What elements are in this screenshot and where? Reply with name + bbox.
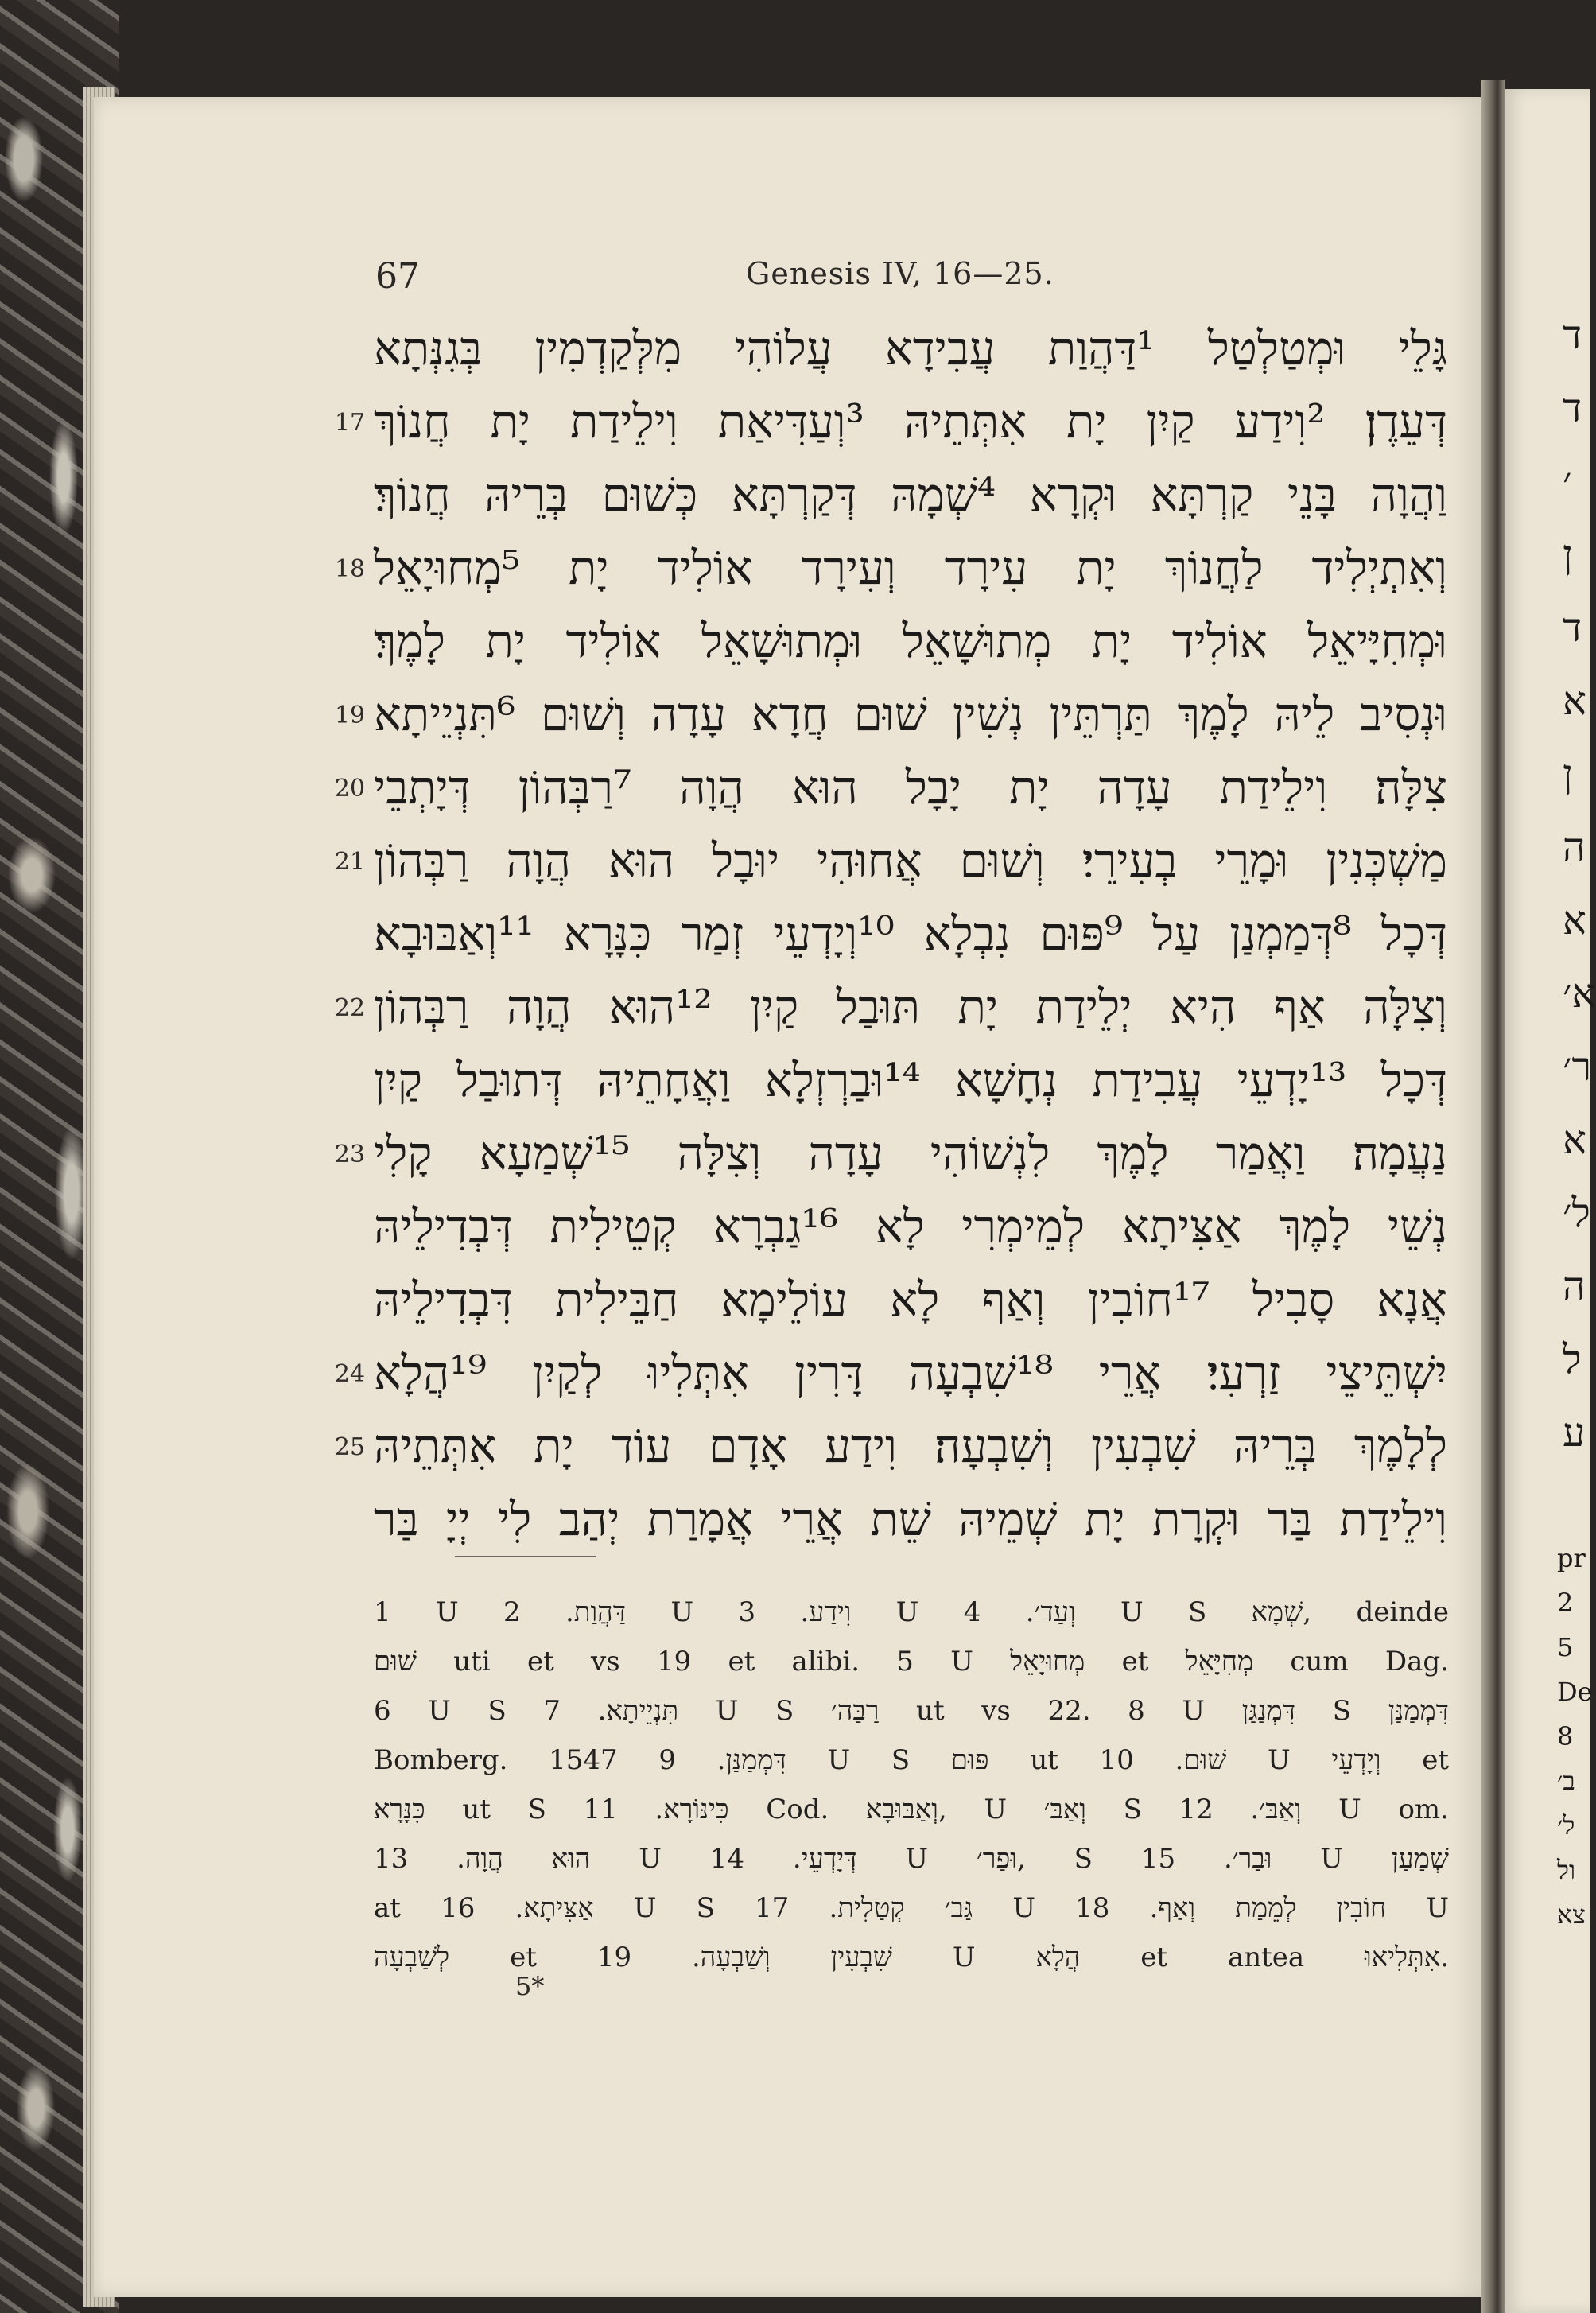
adjacent-page-glyph: ה: [1563, 1263, 1586, 1309]
hebrew-line-text: גָּלֵי וּמְטַלְטַל ¹דַּהֲוַת עֲבִידָא עֲלוֹהִי מִלְּקַדְמִין בְּגִנְּתָא: [374, 321, 1448, 375]
adjacent-page-glyph: ל: [1563, 1336, 1582, 1382]
verse-number: 18: [334, 555, 366, 583]
footnote-line: לְשַׁבְעָה et שִׁבְעִין וְשַׁבְעָה. 19 U הֲלָא et antea אִתְּלִיאוּ.: [374, 1942, 1449, 1973]
adjacent-page-note: 5: [1557, 1632, 1574, 1662]
footnote-line: כִּנָּרָא ut S כִּינּוֹרָא. 11 Cod. וְאַבּוּבָא, U וְאַבּ׳ S וְאַבּ׳. 12 U om.: [374, 1794, 1449, 1825]
verse-number: 23: [334, 1141, 366, 1168]
text-line: [374, 897, 1447, 970]
text-line: [374, 751, 1447, 824]
adjacent-page-glyph: ן: [1563, 751, 1573, 797]
adjacent-page-glyph: ד: [1563, 312, 1582, 358]
adjacent-page-note: De: [1557, 1677, 1593, 1707]
footnote-rule: [455, 1556, 596, 1557]
hebrew-line-text: אֲנָא סָבִיל ¹⁷חוֹבִין וְאַף לָא עוֹלֵימָא חַבֵּילִית דִּבְדִילֵיהּ: [374, 1273, 1447, 1327]
adjacent-page-note: 2: [1557, 1588, 1574, 1618]
text-line: [374, 385, 1447, 458]
adjacent-page-note: צא: [1557, 1899, 1586, 1930]
text-line: [374, 970, 1447, 1044]
hebrew-line-text: דְּכָל ¹³יָדְעֵי עֲבִידַת נְחָשָׁא ¹⁴וּבַרְזְלָא וַאֲחָתֵיהּ דְּתוּבַל קַיִן: [374, 1053, 1447, 1107]
hebrew-line-text: לְלָמֶךְ בְּרֵיהּ שִׁבְעִין וְשִׁבְעָה׃ וִידַע אָדָם עוֹד יָת אִתְּתֵיהּ: [374, 1419, 1447, 1473]
verse-number: 25: [334, 1433, 366, 1461]
text-line: [374, 678, 1447, 751]
footnote-line: שׁוּם uti et vs 19 et alibi. 5 U מְחוּיָאֵל et מְחִיָּאֵל cum Dag.: [374, 1646, 1449, 1677]
text-line: [374, 1117, 1447, 1190]
text-line: [374, 1483, 1447, 1556]
text-line: [374, 1409, 1447, 1483]
hebrew-line-text: וַהֲוָה בָּנֵי קַרְתָּא וּקְרָא ⁴שְׁמָהּ דְּקַרְתָּא כְּשׁוּם בְּרֵיהּ חֲנוֹךְ׃: [374, 468, 1447, 522]
text-line: [374, 1263, 1447, 1336]
adjacent-page-glyph: א: [1563, 1117, 1587, 1163]
footnotes: [374, 1588, 1449, 1982]
verse-number: 19: [334, 702, 366, 729]
adjacent-page-glyph: ן: [1563, 531, 1573, 577]
adjacent-page-glyph: ר׳: [1563, 1044, 1592, 1090]
footnote-line: 1 U דַּהֲוַת. 2 U וִידַע. 3 U וְעַד׳. 4 U S שְׁמָא, deinde: [374, 1596, 1449, 1628]
hebrew-line-text: יִשְׁתֵּיצֵי זַרְעִי׃ אֲרֵי ¹⁸שִׁבְעָה דָּרִין אִתְּלִיוּ לְקַיִן ¹⁹הֲלָא: [374, 1346, 1447, 1400]
adjacent-page-note: ל׳: [1557, 1810, 1575, 1841]
hebrew-line-text: נְשֵׁי לָמֶךְ אַצִּיתָא לְמֵימְרִי לָא ¹⁶גַבְרָא קְטֵילִית דְּבְדִילֵיהּ: [374, 1199, 1447, 1254]
hebrew-line-text: וְאִתְיְלִיד לַחֲנוֹךְ יָת עִירָד וְעִירָד אוֹלִיד יָת ⁵מְחוּיָאֵל: [374, 541, 1447, 595]
book-gutter: [1481, 80, 1505, 2313]
footnote-line: 6 U S תִּנְיֵיתָא. 7 U S רַבַּה׳ ut vs 22. 8 U דִּמְנַגַּן S דִּמְמַנַּן: [374, 1695, 1449, 1727]
footnote-line: at אַצִּיתָא. 16 U S גַּב׳ קְטַלִית. 17 U חוֹבִין לְמֵמַת וְאַף. 18 U: [374, 1892, 1450, 1924]
text-line: [374, 1190, 1447, 1263]
running-head: Genesis IV, 16—25.: [746, 256, 1054, 291]
text-line: [374, 1336, 1447, 1409]
verse-number: 17: [334, 409, 366, 437]
verse-number: 21: [334, 848, 366, 876]
text-line: [374, 604, 1447, 678]
hebrew-line-text: מַשְׁכְּנִין וּמָרֵי בְעִירֵי׃ וְשׁוּם אֲחוּהִי יוּבָל הוּא הֲוָה רַבְּהוֹן: [374, 834, 1447, 888]
adjacent-page-glyph: ד: [1563, 604, 1582, 651]
adjacent-page-glyph: ה: [1563, 824, 1586, 870]
hebrew-line-text: וּמְחִיָּיאֵל אוֹלִיד יָת מְתוּשָׁאֵל וּמְתוּשָׁאֵל אוֹלִיד יָת לָמֶךְ׃: [374, 614, 1447, 668]
adjacent-page-glyph: ד: [1563, 385, 1582, 431]
text-line: [374, 458, 1447, 531]
text-line: [374, 824, 1447, 897]
text-line: [374, 531, 1447, 604]
hebrew-line-text: וְצִלָּה אַף הִיא יְלֵידַת יָת תּוּבַל קַיִן ¹²הוּא הֲוָה רַבְּהוֹן: [374, 980, 1447, 1034]
hebrew-line-text: נַעֲמָה׃ וַאֲמַר לָמֶךְ לִנְשׁוֹהִי עָדָה וְצִלָּה ¹⁵שְׁמַעָא קָלִי: [374, 1126, 1447, 1180]
adjacent-page-glyph: ע: [1563, 1409, 1586, 1456]
footnote-line: הוּא הֲוָה. 13 U דְּיָדְעֵי. 14 U וּפַר׳, S וּבַר׳. 15 U שְׁמַעַן: [374, 1843, 1449, 1875]
adjacent-page-glyph: א: [1563, 678, 1587, 724]
text-line: [374, 1044, 1447, 1117]
signature-mark: 5*: [515, 1971, 545, 2001]
hebrew-line-text: צִלָּה׃ וִילֵידַת עָדָה יָת יָבָל הוּא הֲוָה ⁷רַבְּהוֹן דְּיָתְבֵי: [374, 760, 1447, 814]
adjacent-page-glyph: א׳: [1563, 970, 1596, 1017]
adjacent-page-note: ול: [1557, 1855, 1576, 1885]
verse-number: 20: [334, 775, 366, 803]
hebrew-line-text: וִילֵידַת בַּר וּקְרָת יָת שְׁמֵיהּ שֵׁת אֲרֵי אֲמָרַת יְהַב לִי יְיָ בַּר: [374, 1492, 1447, 1546]
adjacent-page-note: 8: [1557, 1721, 1574, 1751]
hebrew-line-text: וּנְסִיב לֵיהּ לָמֶךְ תַּרְתֵּין נְשִׁין שׁוּם חֲדָא עָדָה וְשׁוּם ⁶תִּנְיֵיתָא: [374, 687, 1447, 741]
verse-number: 24: [334, 1360, 366, 1388]
adjacent-page-note: pr: [1557, 1543, 1586, 1573]
footnote-line: Bomberg. 1547 דִּמְמַנַּן. 9 U S פּוּם ut שׁוּם. 10 U וְיָדְעֵי et: [374, 1744, 1449, 1776]
page-number: 67: [375, 256, 420, 297]
verse-number: 22: [334, 994, 366, 1022]
hebrew-line-text: דְּעֵדֶן׃ ²וִידַע קַיִן יָת אִתְּתֵיהּ ³וְעַדִּיאַת וִילֵידַת יָת חֲנוֹךְ: [374, 395, 1447, 449]
adjacent-page-note: ב׳: [1557, 1766, 1575, 1796]
adjacent-page-glyph: ׳: [1563, 458, 1572, 504]
adjacent-page-glyph: א: [1563, 897, 1587, 943]
text-line: [374, 312, 1447, 385]
adjacent-page-glyph: ל׳: [1563, 1190, 1590, 1236]
hebrew-line-text: דְּכָל ⁸דְּמַמְנַן עַל ⁹פּוּם נִבְלָא ¹⁰וְיָדְעֵי זְמַר כִּנָּרָא ¹¹וְאַבּוּבָא׃: [374, 907, 1448, 961]
